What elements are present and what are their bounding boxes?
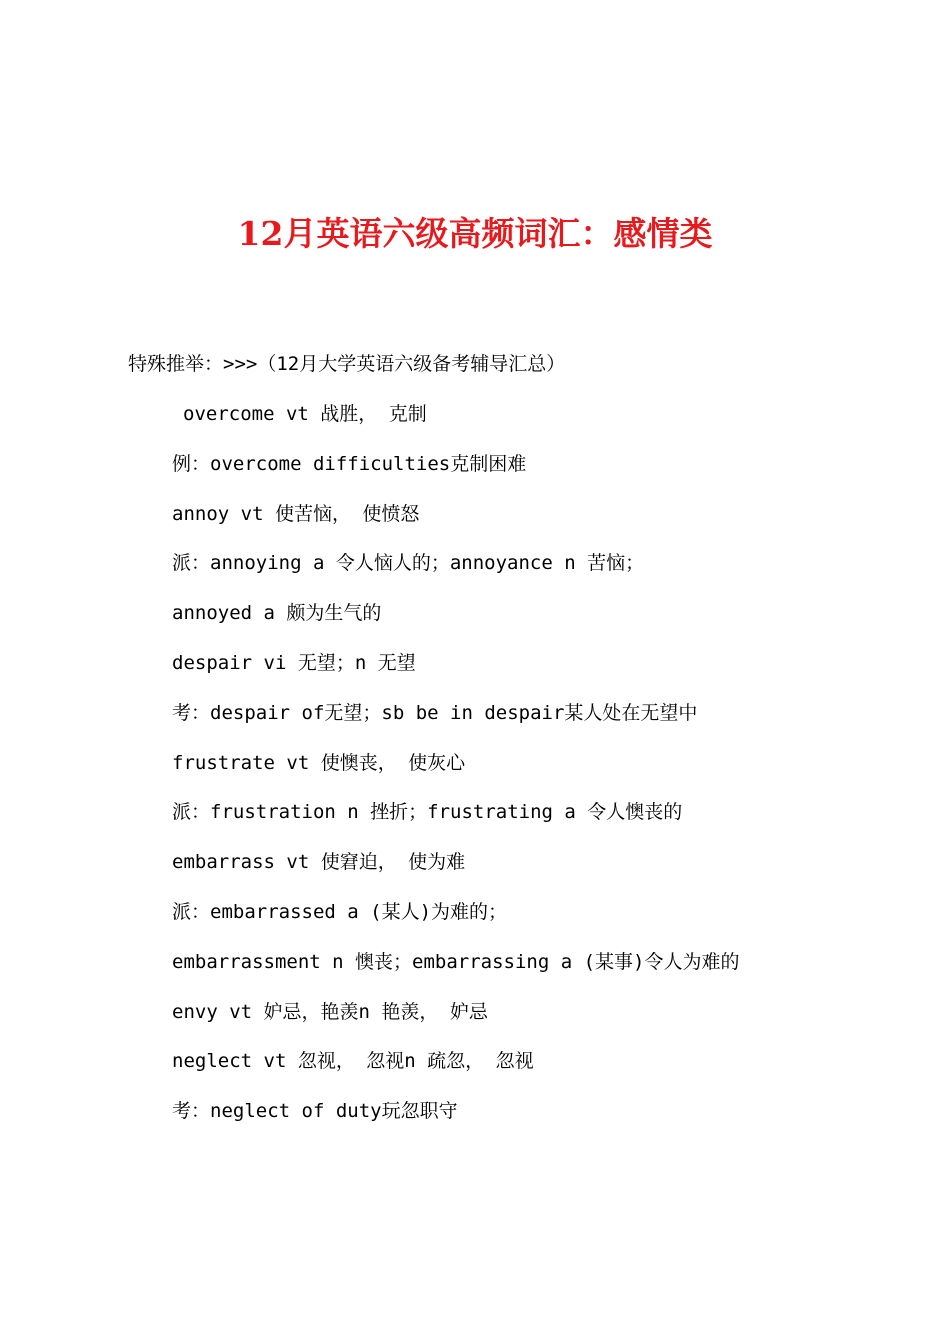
recommendation-line: 特殊推举：>>>（12月大学英语六级备考辅导汇总） xyxy=(128,353,566,375)
vocab-line: 派：annoying a 令人恼人的；annoyance n 苦恼； xyxy=(172,552,645,575)
vocab-line: overcome vt 战胜， 克制 xyxy=(183,403,427,425)
vocab-line: 考：despair of无望；sb be in despair某人处在无望中 xyxy=(172,701,698,724)
vocab-line: envy vt 妒忌，艳羡n 艳羡， 妒忌 xyxy=(172,1000,488,1023)
vocab-line: 考：neglect of duty玩忽职守 xyxy=(172,1100,458,1123)
vocab-line: frustrate vt 使懊丧， 使灰心 xyxy=(172,751,466,774)
vocab-line: 派：frustration n 挫折；frustrating a 令人懊丧的 xyxy=(172,801,683,824)
vocab-line: embarrassment n 懊丧；embarrassing a (某事)令人为难的 xyxy=(172,950,740,973)
vocab-line: annoyed a 颇为生气的 xyxy=(172,602,382,625)
vocab-line: neglect vt 忽视， 忽视n 疏忽， 忽视 xyxy=(172,1050,534,1073)
vocabulary-list xyxy=(172,398,912,1145)
vocab-line: despair vi 无望；n 无望 xyxy=(172,651,416,674)
vocab-line: annoy vt 使苦恼， 使愤怒 xyxy=(172,502,420,525)
vocab-line: embarrass vt 使窘迫， 使为难 xyxy=(172,851,466,874)
vocab-line: 派：embarrassed a (某人)为难的； xyxy=(172,900,508,923)
document-title: 12月英语六级高频词汇：感情类 xyxy=(237,214,713,253)
vocab-line: 例：overcome difficulties克制困难 xyxy=(172,452,527,475)
